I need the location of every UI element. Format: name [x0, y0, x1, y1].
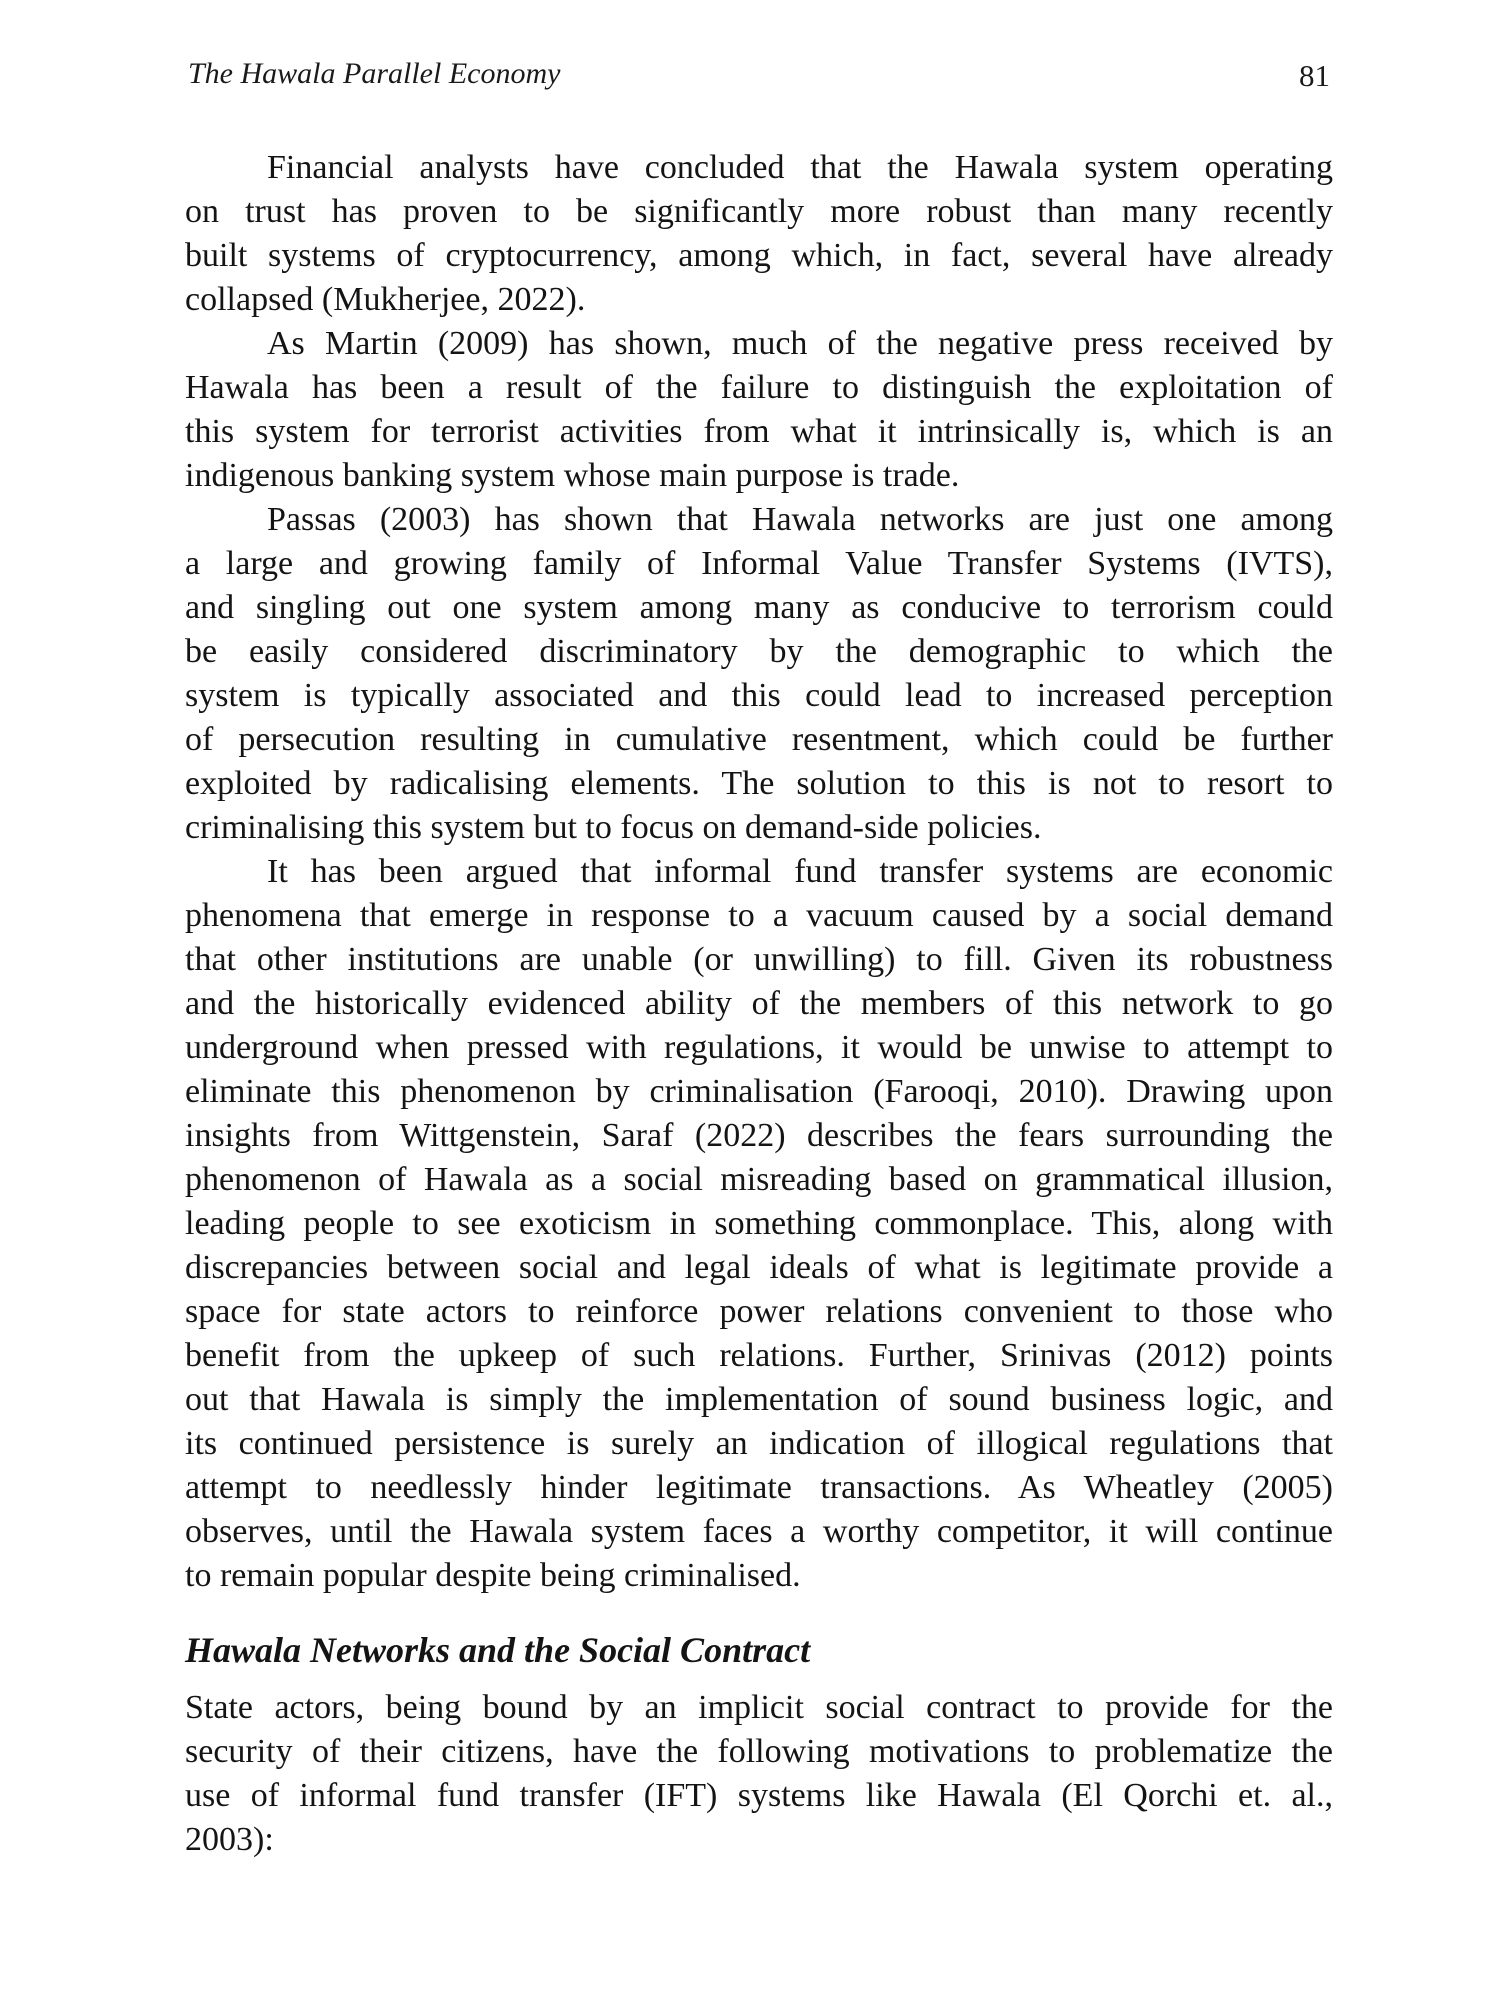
- text-line: Financial analysts have concluded that the Hawala system operating: [267, 149, 1333, 186]
- paragraph: [185, 850, 1333, 1598]
- text-line: It has been argued that informal fund transfer systems are economic: [267, 853, 1333, 890]
- text-line: benefit from the upkeep of such relations. Further, Srinivas (2012) points: [185, 1337, 1333, 1374]
- text-line: a large and growing family of Informal Value Transfer Systems (IVTS),: [185, 545, 1333, 582]
- text-line: that other institutions are unable (or unwilling) to fill. Given its robustness: [185, 941, 1333, 978]
- text-line: insights from Wittgenstein, Saraf (2022) describes the fears surrounding the: [185, 1117, 1333, 1154]
- paragraph: [185, 146, 1333, 322]
- text-line: Passas (2003) has shown that Hawala networks are just one among: [267, 501, 1333, 538]
- text-line: use of informal fund transfer (IFT) systems like Hawala (El Qorchi et. al.,: [185, 1777, 1333, 1814]
- text-line: discrepancies between social and legal ideals of what is legitimate provide a: [185, 1249, 1333, 1286]
- text-line: to remain popular despite being criminalised.: [185, 1557, 801, 1594]
- body-text-section-b: [185, 1686, 1333, 1862]
- text-line: built systems of cryptocurrency, among which, in fact, several have already: [185, 237, 1333, 274]
- text-line: on trust has proven to be significantly more robust than many recently: [185, 193, 1333, 230]
- text-line: As Martin (2009) has shown, much of the negative press received by: [267, 325, 1333, 362]
- text-line: indigenous banking system whose main purpose is trade.: [185, 457, 960, 494]
- text-line: collapsed (Mukherjee, 2022).: [185, 281, 586, 318]
- text-line: exploited by radicalising elements. The solution to this is not to resort to: [185, 765, 1333, 802]
- text-line: this system for terrorist activities from what it intrinsically is, which is an: [185, 413, 1333, 450]
- text-line: security of their citizens, have the following motivations to problematize the: [185, 1733, 1333, 1770]
- paragraph: [185, 1686, 1333, 1862]
- text-line: be easily considered discriminatory by the demographic to which the: [185, 633, 1333, 670]
- text-line: eliminate this phenomenon by criminalisation (Farooqi, 2010). Drawing upon: [185, 1073, 1333, 1110]
- text-line: and the historically evidenced ability of the members of this network to go: [185, 985, 1333, 1022]
- running-head: The Hawala Parallel Economy: [188, 57, 561, 90]
- body-text-section-a: [185, 146, 1333, 1598]
- section-heading: Hawala Networks and the Social Contract: [185, 1630, 811, 1670]
- text-line: attempt to needlessly hinder legitimate transactions. As Wheatley (2005): [185, 1469, 1333, 1506]
- text-line: and singling out one system among many as conducive to terrorism could: [185, 589, 1333, 626]
- text-line: Hawala has been a result of the failure to distinguish the exploitation of: [185, 369, 1333, 406]
- text-line: phenomena that emerge in response to a vacuum caused by a social demand: [185, 897, 1333, 934]
- text-line: system is typically associated and this could lead to increased perception: [185, 677, 1333, 714]
- text-line: out that Hawala is simply the implementation of sound business logic, and: [185, 1381, 1333, 1418]
- text-line: criminalising this system but to focus on demand-side policies.: [185, 809, 1042, 846]
- text-line: leading people to see exoticism in something commonplace. This, along with: [185, 1205, 1333, 1242]
- text-line: observes, until the Hawala system faces a worthy competitor, it will continue: [185, 1513, 1333, 1550]
- text-line: 2003):: [185, 1821, 274, 1858]
- text-line: phenomenon of Hawala as a social misreading based on grammatical illusion,: [185, 1161, 1333, 1198]
- paragraph: [185, 322, 1333, 498]
- paragraph: [185, 498, 1333, 850]
- text-line: underground when pressed with regulations, it would be unwise to attempt to: [185, 1029, 1333, 1066]
- text-line: space for state actors to reinforce power relations convenient to those who: [185, 1293, 1333, 1330]
- text-line: of persecution resulting in cumulative resentment, which could be further: [185, 721, 1333, 758]
- text-line: State actors, being bound by an implicit social contract to provide for the: [185, 1689, 1333, 1726]
- text-line: its continued persistence is surely an indication of illogical regulations that: [185, 1425, 1333, 1462]
- page-number: 81: [1299, 58, 1330, 93]
